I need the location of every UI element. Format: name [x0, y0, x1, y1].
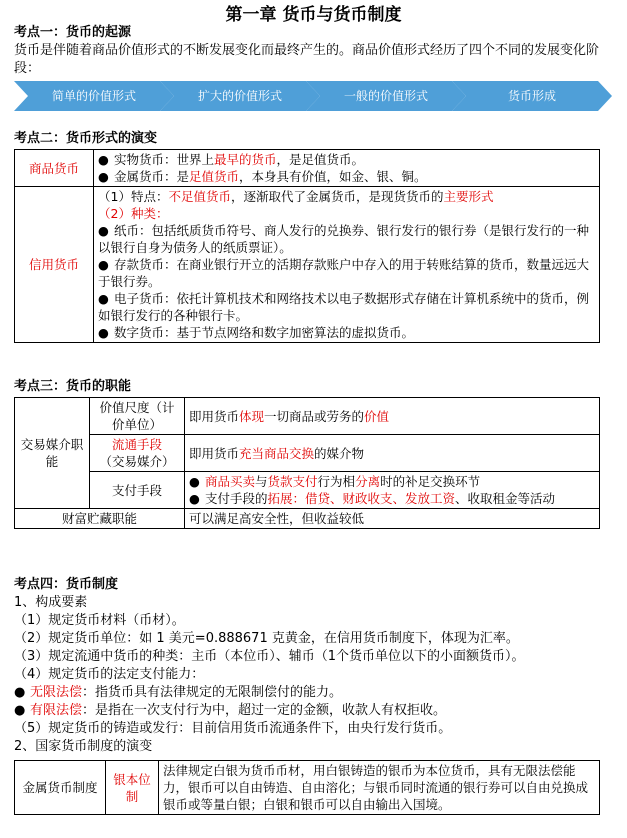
- circulation-text: 即用货币充当商品交换的媒介物: [185, 435, 600, 472]
- money-forms-table: [14, 149, 600, 343]
- value-form-stages: [14, 81, 610, 111]
- section1-heading: 考点一：货币的起源: [14, 25, 132, 40]
- store-value-label: 财富贮藏职能: [15, 509, 185, 529]
- element-item-1: （1）规定货币材料（币材）。: [14, 613, 185, 628]
- section3-heading: 考点三：货币的职能: [14, 379, 132, 394]
- table-row: [15, 398, 600, 435]
- subheading-elements: 1、构成要素: [14, 595, 88, 610]
- circulation-label: 流通手段 （交易媒介）: [90, 435, 185, 472]
- exchange-medium-label: 交易媒介职能: [15, 398, 90, 509]
- page-title: 第一章 货币与货币制度: [225, 5, 402, 25]
- table-row: [15, 150, 600, 187]
- value-measure-label: 价值尺度（计价单位）: [90, 398, 185, 435]
- stage-arrow-1: 简单的价值形式: [14, 81, 174, 111]
- monetary-system-table: [14, 760, 600, 815]
- element-item-5: （5）规定货币的铸造或发行：目前信用货币流通条件下，由央行发行货币。: [14, 721, 452, 736]
- silver-standard-text: 法律规定白银为货币币材，用白银铸造的银币为本位货币，具有无限法偿能力，银币可以自由铸造、自由溶化；与银币同时流通的银行券可以自由兑换成银币或等量白银；白银和银币可以自由输出入国境。: [159, 761, 600, 815]
- silver-standard-label: 银本位制: [106, 761, 159, 815]
- section2-heading: 考点二：货币形式的演变: [14, 131, 158, 146]
- payment-label: 支付手段: [90, 472, 185, 509]
- section4-heading: 考点四：货币制度: [14, 577, 119, 592]
- section1-paragraph: 货币是伴随着商品价值形式的不断发展变化而最终产生的。商品价值形式经历了四个不同的发展变化阶段：: [14, 43, 600, 76]
- stage-arrow-2: 扩大的价值形式: [160, 81, 320, 111]
- table-row: [15, 435, 600, 472]
- table-row: [15, 509, 600, 529]
- commodity-money-label: 商品货币: [15, 150, 94, 187]
- commodity-money-content: ● 实物货币：世界上最早的货币，是足值货币。 ● 金属货币：是足值货币，本身具有价值，如金、银、铜。: [94, 150, 600, 187]
- subheading-evolution: 2、国家货币制度的演变: [14, 739, 153, 754]
- credit-money-content: （1）特点：不足值货币，逐渐取代了金属货币，是现货货币的主要形式 （2）种类： ● 纸币：包括纸质货币符号、商人发行的兑换券、银行发行的银行券（是银行发行的一种以银行自身为债务人的纸质票证）。 ● 存款货币：在商业银行开立的活期存款账户中存入的用于转账结算的货币，数量远远大于银行券。 ● 电子货币：依托计算机技术和网络技术以电子数据形式存储在计算机系统中的货币，例如银行发行的各种银行卡。 ● 数字货币：基于节点网络和数字加密算法的虚拟货币。: [94, 187, 600, 343]
- element-item-2: （2）规定货币单位：如 1 美元=0.888671 克黄金，在信用货币制度下，体现为汇率。: [14, 631, 519, 646]
- stage-arrow-3: 一般的价值形式: [306, 81, 466, 111]
- element-item-3: （3）规定流通中货币的种类：主币（本位币）、辅币（1个货币单位以下的小面额货币）。: [14, 649, 525, 664]
- table-row: [15, 187, 600, 343]
- table-row: [15, 761, 600, 815]
- money-functions-table: [14, 397, 600, 529]
- value-measure-text: 即用货币体现一切商品或劳务的价值: [185, 398, 600, 435]
- table-row: [15, 472, 600, 509]
- metal-system-label: 金属货币制度: [15, 761, 106, 815]
- element-item-4: （4）规定货币的法定支付能力：: [14, 667, 205, 682]
- credit-money-label: 信用货币: [15, 187, 94, 343]
- unlimited-tender-item: ● 无限法偿：指货币具有法律规定的无限制偿付的能力。: [14, 685, 343, 700]
- store-value-text: 可以满足高安全性，但收益较低: [185, 509, 600, 529]
- limited-tender-item: ● 有限法偿：是指在一次支付行为中，超过一定的金额，收款人有权拒收。: [14, 703, 447, 718]
- stage-arrow-4: 货币形成: [452, 81, 612, 111]
- payment-text: ● 商品买卖与货款支付行为相分离时的补足交换环节 ● 支付手段的拓展：借贷、财政收支、发放工资、收取租金等活动: [185, 472, 600, 509]
